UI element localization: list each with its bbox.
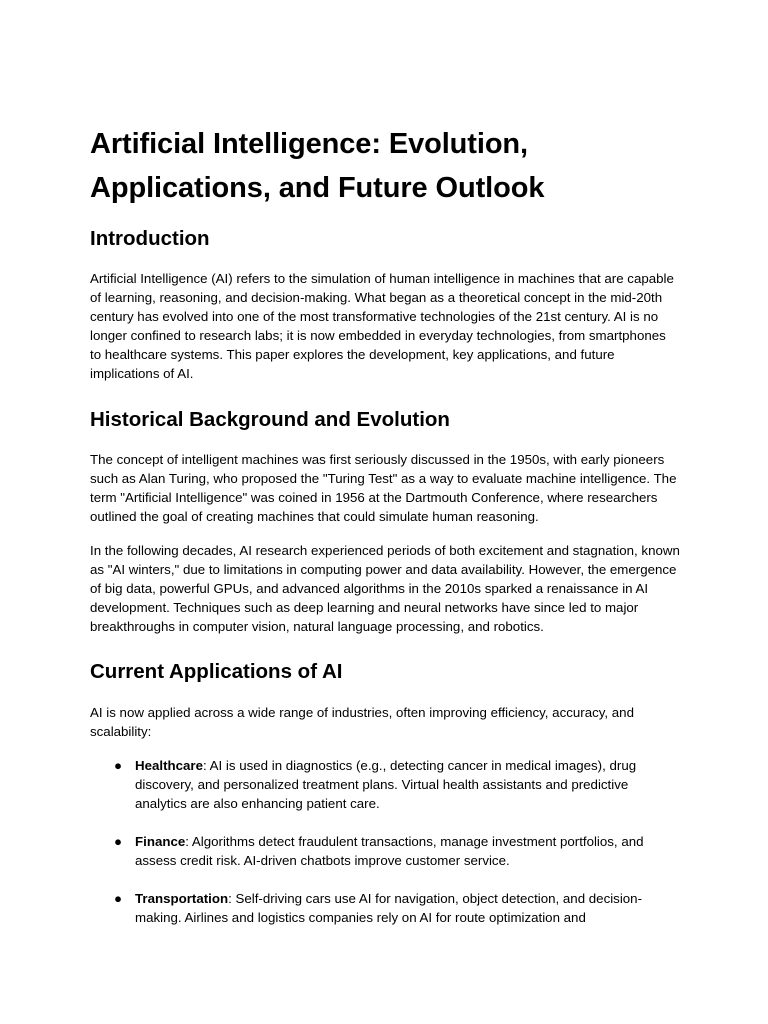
section-heading-history: Historical Background and Evolution xyxy=(90,408,450,431)
bullet-icon: ● xyxy=(114,758,123,773)
history-paragraph-1: The concept of intelligent machines was first seriously discussed in the 1950s, with early pioneers such as Alan Turing, who proposed the "Turing Test" as a way to evaluate machine intelligence. The term "Artificial Intelligence" was coined in 1956 at the Dartmouth Conference, where researchers outlined the goal of creating machines that could simulate human reasoning. xyxy=(90,452,677,524)
list-item-transportation xyxy=(90,889,680,927)
list-item-finance xyxy=(90,832,680,870)
history-paragraph-2: In the following decades, AI research experienced periods of both excitement and stagnation, known as "AI winters," due to limitations in computing power and data availability. However, the emergence of big data, powerful GPUs, and advanced algorithms in the 2010s sparked a renaissance in AI development. Techniques such as deep learning and neural networks have since led to major breakthroughs in computer vision, natural language processing, and robotics. xyxy=(90,543,680,634)
list-item-term: Healthcare xyxy=(135,758,203,773)
section-heading-introduction: Introduction xyxy=(90,227,210,250)
list-item-text: : Self-driving cars use AI for navigation, object detection, and decision-making. Airlines and logistics companies rely on AI for route optimization and xyxy=(135,891,643,925)
bullet-icon: ● xyxy=(114,834,123,849)
section-heading-applications: Current Applications of AI xyxy=(90,660,343,683)
page-title: Artificial Intelligence: Evolution, Applications, and Future Outlook xyxy=(90,128,545,204)
list-item-term: Transportation xyxy=(135,891,229,906)
list-item-text: : AI is used in diagnostics (e.g., detecting cancer in medical images), drug discovery, and personalized treatment plans. Virtual health assistants and predictive analytics are also enhancing patient care. xyxy=(135,758,637,811)
list-item-healthcare xyxy=(90,756,680,813)
introduction-paragraph: Artificial Intelligence (AI) refers to the simulation of human intelligence in machines that are capable of learning, reasoning, and decision-making. What began as a theoretical concept in the mid-20th century has evolved into one of the most transformative technologies of the 21st century. AI is no longer confined to research labs; it is now embedded in everyday technologies, from smartphones to healthcare systems. This paper explores the development, key applications, and future implications of AI. xyxy=(90,271,674,381)
list-item-text: : Algorithms detect fraudulent transactions, manage investment portfolios, and assess credit risk. AI-driven chatbots improve customer service. xyxy=(135,834,644,868)
applications-list xyxy=(90,756,680,946)
applications-intro-paragraph: AI is now applied across a wide range of industries, often improving efficiency, accuracy, and scalability: xyxy=(90,705,634,739)
list-item-term: Finance xyxy=(135,834,186,849)
bullet-icon: ● xyxy=(114,891,123,906)
